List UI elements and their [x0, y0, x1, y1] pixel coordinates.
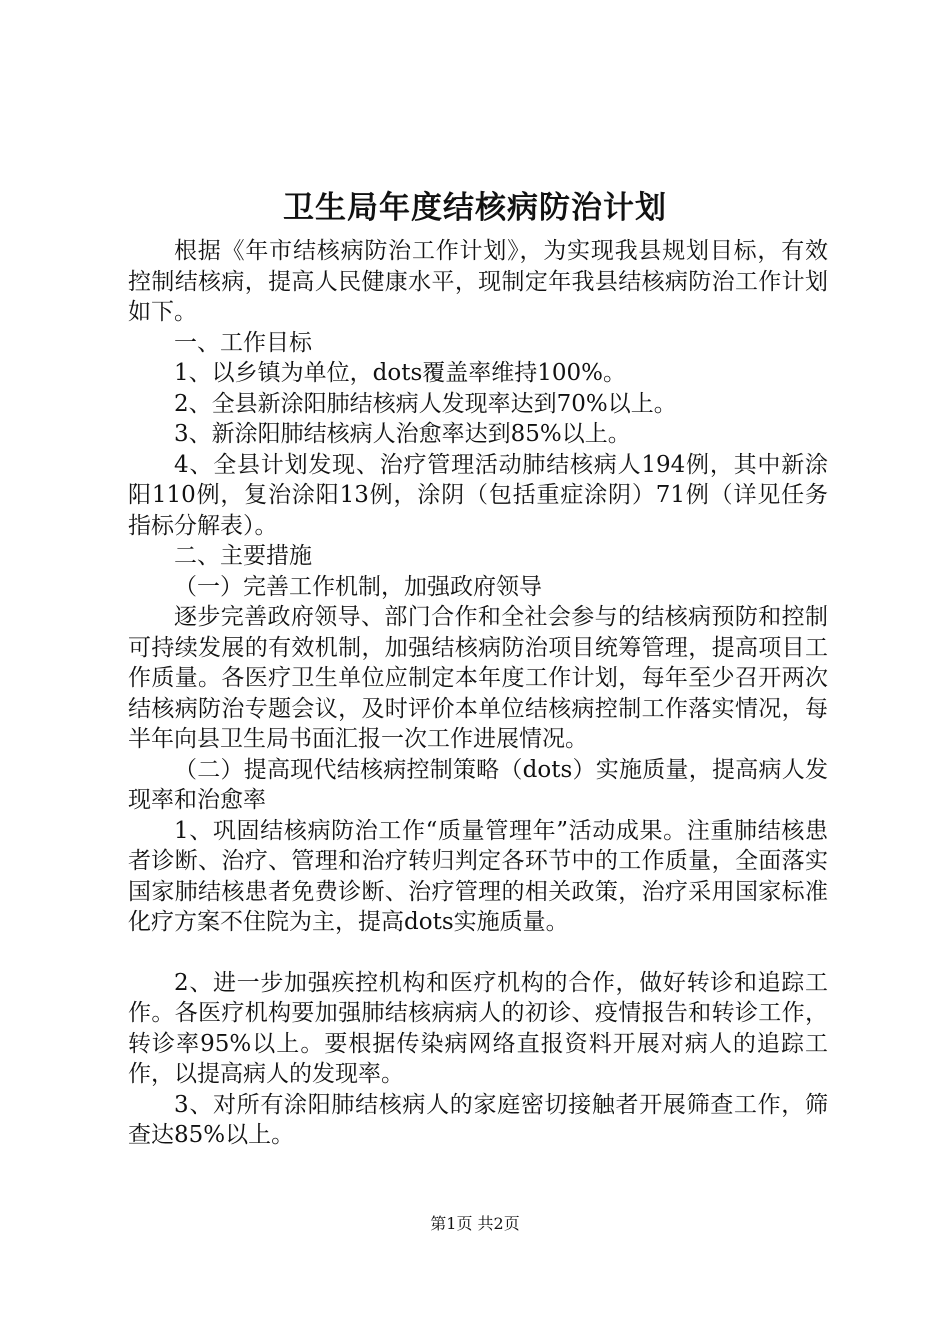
goal-item-2: 2、全县新涂阳肺结核病人发现率达到70%以上。 — [174, 390, 677, 417]
paragraph-intro: 根据《年市结核病防治工作计划》，为实现我县规划目标，有效控制结核病，提高人民健康水平，现制定年我县结核病防治工作计划如下。 — [128, 238, 828, 325]
goal-item-3: 3、新涂阳肺结核病人治愈率达到85%以上。 — [174, 421, 631, 447]
subheading-measure-1: （一）完善工作机制，加强政府领导 — [174, 573, 542, 600]
document-body — [128, 236, 828, 1151]
document-title: 卫生局年度结核病防治计划 — [283, 190, 667, 226]
goal-item-1: 1、以乡镇为单位，dots覆盖率维持100%。 — [174, 360, 627, 386]
page-number-footer: 第1页 共2页 — [430, 1214, 520, 1233]
goal-item-4: 4、全县计划发现、治疗管理活动肺结核病人194例，其中新涂阳110例，复治涂阳13例，涂阴（包括重症涂阴）71例（详见任务指标分解表）。 — [128, 451, 828, 539]
measure-item-2: 2、进一步加强疾控机构和医疗机构的合作，做好转诊和追踪工作。各医疗机构要加强肺结核病病人的初诊、疫情报告和转诊工作，转诊率95%以上。要根据传染病网络直报资料开展对病人的追踪工作，以提高病人的发现率。 — [128, 969, 828, 1087]
heading-work-goals: 一、工作目标 — [174, 329, 312, 356]
heading-main-measures: 二、主要措施 — [174, 543, 312, 569]
paragraph-measure-1: 逐步完善政府领导、部门合作和全社会参与的结核病预防和控制可持续发展的有效机制，加强结核病防治项目统筹管理，提高项目工作质量。各医疗卫生单位应制定本年度工作计划，每年至少召开两次结核病防治专题会议，及时评价本单位结核病控制工作落实情况，每半年向县卫生局书面汇报一次工作进展情况。 — [128, 604, 828, 752]
subheading-measure-2: （二）提高现代结核病控制策略（dots）实施质量，提高病人发现率和治愈率 — [128, 756, 828, 813]
measure-item-1: 1、巩固结核病防治工作“质量管理年”活动成果。注重肺结核患者诊断、治疗、管理和治疗转归判定各环节中的工作质量，全面落实国家肺结核患者免费诊断、治疗管理的相关政策，治疗采用国家标准化疗方案不住院为主，提高dots实施质量。 — [128, 817, 828, 935]
measure-item-3: 3、对所有涂阳肺结核病人的家庭密切接触者开展筛查工作，筛查达85%以上。 — [128, 1091, 828, 1148]
